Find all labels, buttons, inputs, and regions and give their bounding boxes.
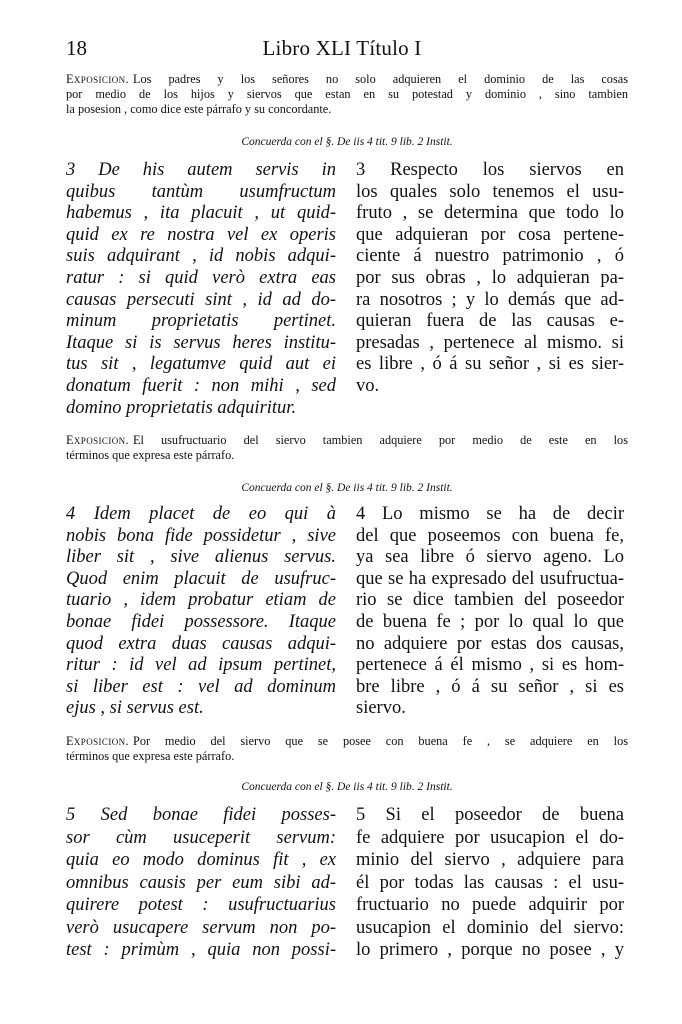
latin-line: donatum fuerit : non mihi , sed (66, 375, 336, 396)
exposition-label: Exposicion. (66, 433, 129, 447)
latin-paragraph-3 (66, 160, 336, 419)
latin-paragraph-5 (66, 804, 336, 962)
latin-line: ritur : id vel ad ipsum pertinet, (66, 655, 336, 676)
latin-line: verò usucapere servum non po- (66, 917, 336, 938)
latin-line: ratur : si quid verò extra eas (66, 267, 336, 288)
latin-line: minum proprietatis pertinet. (66, 311, 336, 332)
latin-line: 4 Idem placet de eo qui à (66, 504, 336, 524)
spanish-line: fruto , se determina que todo lo (356, 203, 624, 224)
latin-line: 3 De his autem servis in (66, 160, 336, 180)
spanish-line: por sus obras , lo adquieran pa- (356, 267, 624, 288)
latin-line: Itaque si is servus heres institu- (66, 332, 336, 353)
spanish-line: quieran fuera de las causas e- (356, 311, 624, 332)
spanish-line: siervo. (356, 698, 406, 719)
latin-line: nobis bona fide possidetur , sive (66, 525, 336, 546)
spanish-line: pertenece á él mismo , si es hom- (356, 655, 624, 676)
latin-line: test : primùm , quia non possi- (66, 940, 336, 960)
spanish-line: 4 Lo mismo se ha de decir (356, 504, 624, 524)
latin-line: quia eo modo dominus fit , ex (66, 850, 336, 870)
latin-line: causas persecuti sint , id ad do- (66, 289, 336, 310)
spanish-line: 3 Respecto los siervos en (356, 160, 624, 180)
spanish-paragraph-5 (356, 804, 624, 962)
latin-line: quibus tantùm usumfructum (66, 181, 336, 202)
spanish-paragraph-4 (356, 504, 624, 720)
concordance-3: Concuerda con el §. De iis 4 tit. 9 lib. 2 Instit. (241, 781, 453, 793)
latin-line: ejus , si servus est. (66, 698, 204, 719)
latin-line: 5 Sed bonae fidei posses- (66, 805, 336, 825)
spanish-line: presadas , pertenece al mismo. si (356, 332, 624, 353)
latin-line: liber sit , sive alienus servus. (66, 547, 336, 568)
spanish-line: ya sea libre ó siervo ageno. Lo (356, 547, 624, 568)
spanish-line: fructuario no puede adquirir por (356, 895, 624, 915)
concordance-1: Concuerda con el §. De iis 4 tit. 9 lib. 2 Instit. (241, 136, 453, 148)
exposition-3 (66, 734, 628, 764)
spanish-line: ciente á nuestro patrimonio , ó (356, 246, 624, 267)
latin-line: si liber est : vel ad dominum (66, 676, 336, 697)
latin-paragraph-4 (66, 504, 336, 720)
latin-line: domino proprietatis adquiritur. (66, 397, 297, 418)
exposition-2 (66, 433, 628, 463)
spanish-line: vo. (356, 375, 380, 396)
latin-line: suis adquirant , id nobis adqui- (66, 246, 336, 267)
exposition-label: Exposicion. (66, 734, 129, 748)
running-header (66, 36, 618, 64)
spanish-line: que se ha expresado del usufructua- (356, 568, 624, 589)
exposition-1 (66, 72, 628, 117)
spanish-line: fe adquiere por usucapion el do- (356, 827, 624, 848)
spanish-line: es libre , ó á su señor , si es sier- (356, 354, 624, 375)
spanish-line: del que poseemos con buena fe, (356, 525, 624, 546)
latin-line: sor cùm usuceperit servum: (66, 827, 336, 848)
spanish-line: los quales solo tenemos el usu- (356, 181, 624, 202)
running-title: Libro XLI Título I (262, 36, 422, 60)
spanish-line: él por todas las causas : el usu- (356, 872, 624, 893)
exposition-line: por medio de los hijos y siervos que estan en su potestad y dominio , sino tambien (66, 87, 628, 101)
spanish-line: de buena fe ; por lo qual lo que (356, 611, 624, 632)
latin-line: Quod enim placuit de usufruc- (66, 568, 336, 589)
latin-line: bonae fidei possessore. Itaque (66, 611, 336, 632)
spanish-line: no adquiere por estas dos causas, (356, 633, 624, 654)
latin-line: habemus , ita placuit , ut quid- (66, 203, 336, 224)
exposition-line: términos que expresa este párrafo. (66, 749, 235, 763)
page-number: 18 (66, 36, 87, 60)
spanish-line: usucapion el dominio del siervo: (356, 917, 624, 938)
latin-line: quod extra duas causas adqui- (66, 633, 336, 654)
spanish-line: rio se dice tambien del poseedor (356, 590, 624, 611)
latin-line: omnibus causis per eum sibi ad- (66, 872, 336, 893)
exposition-line: la posesion , como dice este párrafo y su concordante. (66, 102, 332, 116)
exposition-line: Exposicion. El usufructuario del siervo tambien adquiere por medio de este en los (66, 433, 628, 447)
spanish-line: minio del siervo , adquiere para (356, 850, 624, 870)
exposition-line: Exposicion. Por medio del siervo que se posee con buena fe , se adquiere en los (66, 734, 628, 748)
latin-line: quirere potest : usufructuarius (66, 895, 336, 915)
latin-line: quid ex re nostra vel ex operis (66, 224, 336, 245)
exposition-line: Exposicion. Los padres y los señores no solo adquieren el dominio de las cosas (66, 72, 628, 86)
spanish-line: lo primero , porque no posee , y (356, 940, 624, 960)
spanish-line: bre libre , ó á su señor , si es (356, 676, 624, 697)
latin-line: tuario , idem probatur etiam de (66, 590, 336, 611)
spanish-line: ra nosotros ; y lo demás que ad- (356, 289, 624, 310)
spanish-paragraph-3 (356, 160, 624, 398)
latin-line: tus sit , legatumve quid aut ei (66, 354, 336, 375)
concordance-2: Concuerda con el §. De iis 4 tit. 9 lib. 2 Instit. (241, 482, 453, 494)
exposition-line: términos que expresa este párrafo. (66, 448, 235, 462)
spanish-line: 5 Si el poseedor de buena (356, 805, 624, 825)
spanish-line: que adquieran por cosa pertene- (356, 224, 624, 245)
exposition-label: Exposicion. (66, 72, 129, 86)
